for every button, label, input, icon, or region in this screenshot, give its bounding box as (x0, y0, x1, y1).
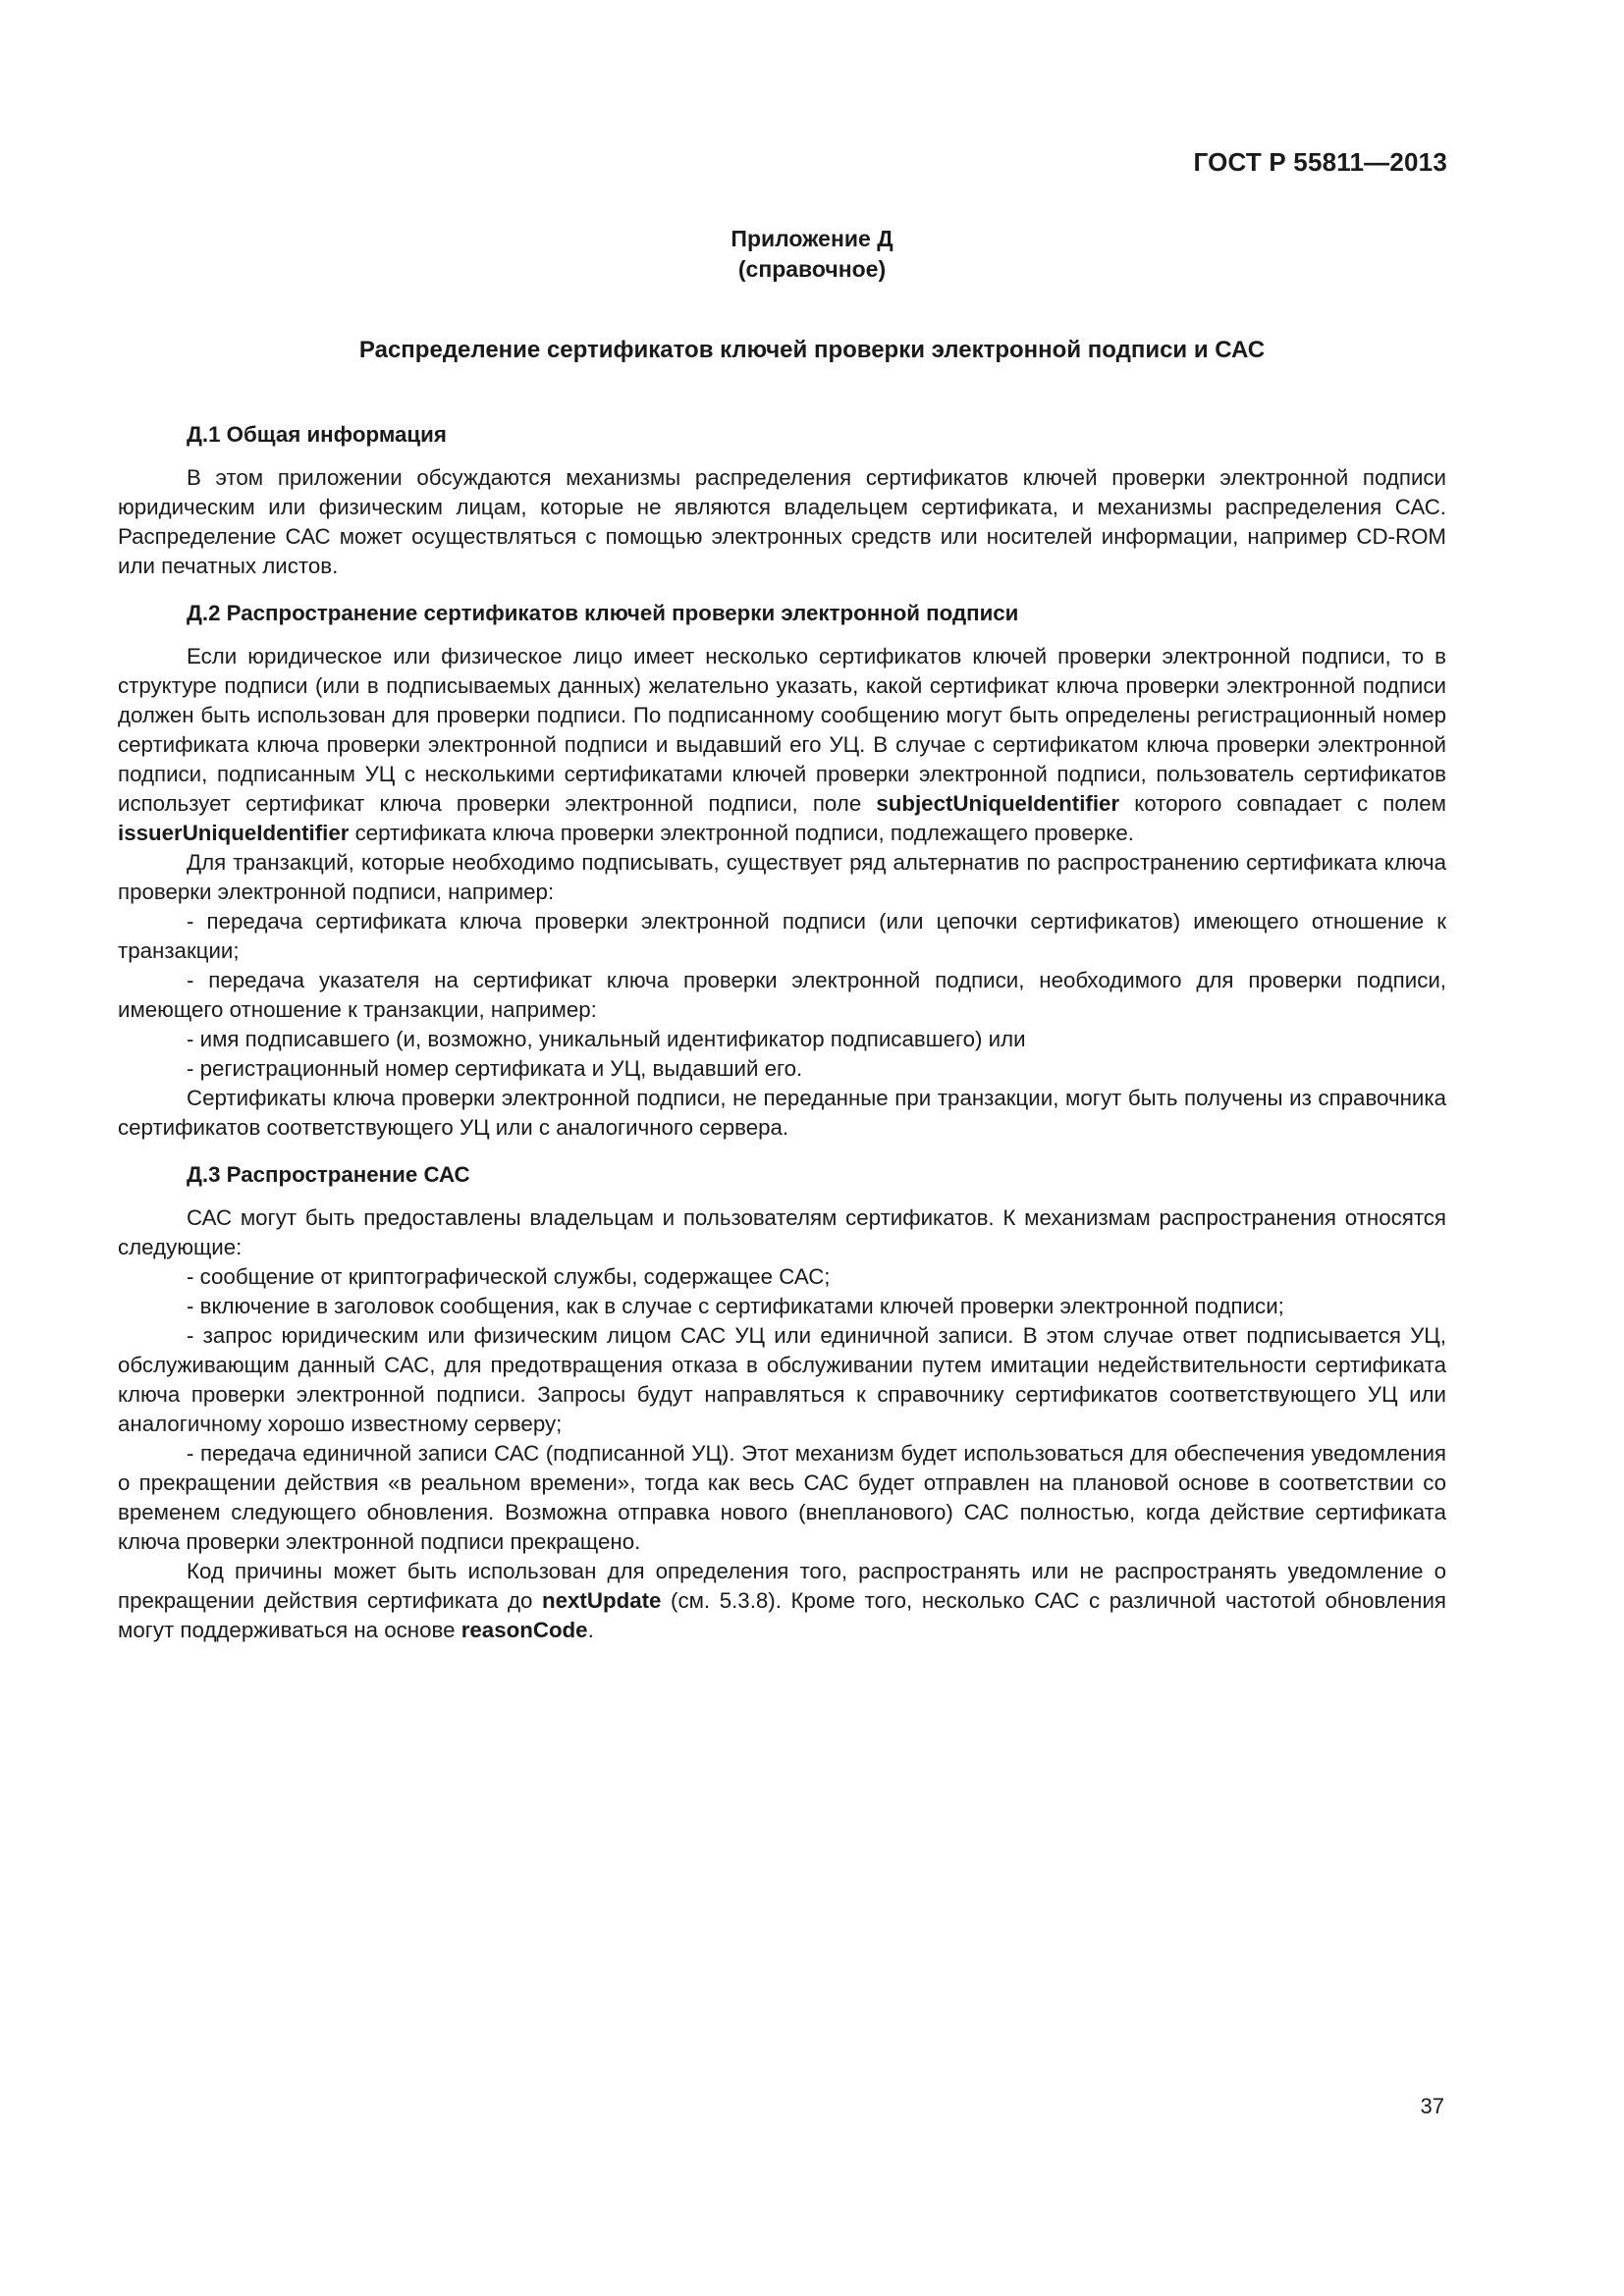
list-item: - запрос юридическим или физическим лицом САС УЦ или единичной записи. В этом случае ответ подписывается УЦ, обслуживающим данный САС, для предотвращения отказа в обслуживании путем имитации недействительности сертификата ключа проверки электронной подписи. Запросы будут направляться к справочнику сертификатов соответствующего УЦ или аналогичному хорошо известному серверу; (118, 1323, 1446, 1436)
section-d1 (118, 420, 1446, 581)
paragraph: САС могут быть предоставлены владельцам и пользователям сертификатов. К механизмам распространения относятся следующие: (118, 1205, 1446, 1259)
section-heading: Д.1 Общая информация (187, 422, 447, 447)
section-heading: Д.2 Распространение сертификатов ключей проверки электронной подписи (187, 601, 1019, 625)
text-run: (см. 5.3.8). Кроме того, несколько САС с различной частотой обновления могут поддерживаться на основе (118, 1588, 1446, 1642)
page-number: 37 (1420, 2094, 1444, 2118)
paragraph: В этом приложении обсуждаются механизмы распределения сертификатов ключей проверки электронной подписи юридическим или физическим лицам, которые не являются владельцем сертификата, и механизмы распределения САС. Распределение САС может осуществляться с помощью электронных средств или носителей информации, например CD-ROM или печатных листов. (118, 465, 1446, 578)
paragraph: Для транзакций, которые необходимо подписывать, существует ряд альтернатив по распространению сертификата ключа проверки электронной подписи, например: (118, 850, 1446, 904)
list-item: - передача указателя на сертификат ключа проверки электронной подписи, необходимого для проверки подписи, имеющего отношение к транзакции, например: (118, 968, 1446, 1022)
text-run: . (587, 1618, 594, 1642)
document-body (118, 420, 1446, 1663)
section-d3 (118, 1160, 1446, 1645)
appendix-type: (справочное) (737, 256, 887, 282)
paragraph (118, 642, 1446, 848)
field-name: nextUpdate (542, 1588, 662, 1613)
list-item: - имя подписавшего (и, возможно, уникальный идентификатор подписавшего) или (187, 1027, 1026, 1051)
list-item: - передача сертификата ключа проверки электронной подписи (или цепочки сертификатов) имеющего отношение к транзакции; (118, 909, 1446, 963)
list-item: - передача единичной записи САС (подписанной УЦ). Этот механизм будет использоваться для обеспечения уведомления о прекращении действия «в реальном времени», тогда как весь САС будет отправлен на плановой основе в соответствии со временем следующего обновления. Возможна отправка нового (внепланового) САС полностью, когда действие сертификата ключа проверки электронной подписи прекращено. (118, 1441, 1446, 1554)
list-item: - сообщение от криптографической службы, содержащее САС; (187, 1264, 831, 1289)
document-id: ГОСТ Р 55811—2013 (1193, 147, 1447, 177)
text-run: сертификата ключа проверки электронной подписи, подлежащего проверке. (349, 821, 1134, 845)
appendix-heading (0, 224, 1624, 285)
appendix-label: Приложение Д (731, 226, 893, 251)
section-heading: Д.3 Распространение САС (187, 1162, 470, 1187)
paragraph (118, 1557, 1446, 1645)
list-item: - включение в заголовок сообщения, как в случае с сертификатами ключей проверки электронной подписи; (187, 1294, 1284, 1318)
list-item: - регистрационный номер сертификата и УЦ, выдавший его. (187, 1056, 803, 1081)
text-run: Если юридическое или физическое лицо имеет несколько сертификатов ключей проверки электронной подписи, то в структуре подписи (или в подписываемых данных) желательно указать, какой сертификат ключа проверки электронной подписи должен быть использован для проверки подписи. По подписанному сообщению могут быть определены регистрационный номер сертификата ключа проверки электронной подписи и выдавший его УЦ. В случае с сертификатом ключа проверки электронной подписи, подписанным УЦ с несколькими сертификатами ключей проверки электронной подписи, пользователь сертификатов использует сертификат ключа проверки электронной подписи, поле (118, 644, 1446, 816)
field-name: issuerUniqueIdentifier (118, 821, 350, 845)
field-name: reasonCode (460, 1618, 588, 1642)
text-run: Код причины может быть использован для определения того, распространять или не распространять уведомление о прекращении действия сертификата до (118, 1559, 1446, 1613)
field-name: subjectUniqueIdentifier (876, 791, 1120, 816)
section-d2 (118, 599, 1446, 1143)
paragraph: Сертификаты ключа проверки электронной подписи, не переданные при транзакции, могут быть получены из справочника сертификатов соответствующего УЦ или с аналогичного сервера. (118, 1086, 1446, 1140)
appendix-title: Распределение сертификатов ключей проверки электронной подписи и САС (358, 337, 1266, 363)
text-run: которого совпадает с полем (1119, 791, 1446, 816)
